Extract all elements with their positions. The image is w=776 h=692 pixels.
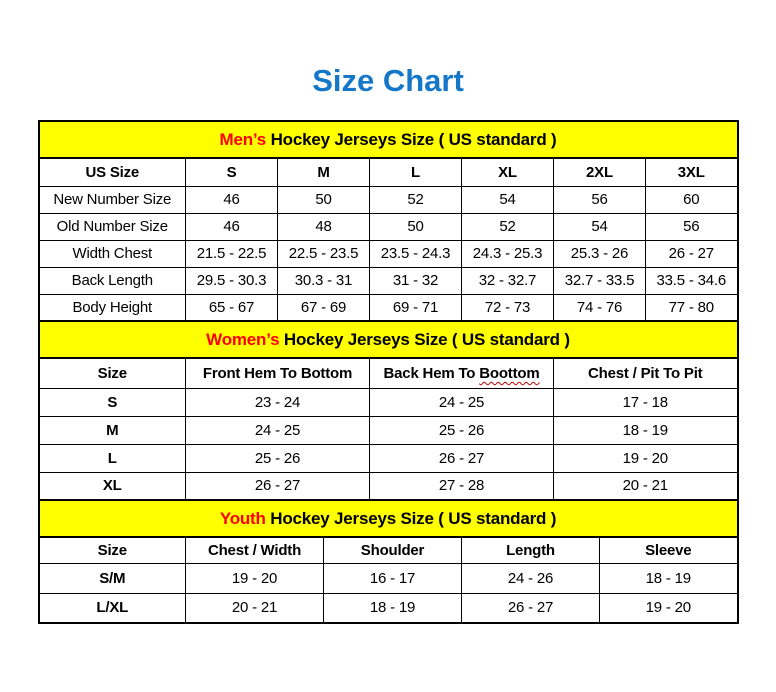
womens-section-band	[39, 321, 738, 358]
mens-section-rest: Hockey Jerseys Size ( US standard )	[270, 129, 557, 149]
column-header: M	[278, 158, 370, 186]
table-cell: 20 - 21	[186, 593, 324, 623]
column-header: Size	[39, 537, 186, 563]
mens-size-table	[38, 120, 739, 322]
womens-section-highlight: Women’s	[206, 329, 280, 349]
table-cell: 26 - 27	[186, 472, 370, 500]
table-cell: 17 - 18	[554, 388, 738, 416]
size-tables-container	[38, 120, 739, 624]
table-cell: 32.7 - 33.5	[554, 267, 646, 294]
table-cell: 25 - 26	[186, 444, 370, 472]
row-label: Back Length	[39, 267, 186, 294]
table-cell: 65 - 67	[186, 294, 278, 321]
misspelled-word: Boottom	[479, 364, 540, 382]
table-cell: 24 - 26	[462, 563, 600, 593]
table-row	[39, 444, 738, 472]
table-cell: 16 - 17	[324, 563, 462, 593]
row-label: Width Chest	[39, 240, 186, 267]
table-cell: 26 - 27	[370, 444, 554, 472]
table-row	[39, 240, 738, 267]
column-header: US Size	[39, 158, 186, 186]
row-label: S	[39, 388, 186, 416]
row-label: New Number Size	[39, 186, 186, 213]
youth-section-band	[39, 500, 738, 537]
womens-header-row	[39, 358, 738, 388]
table-cell: 52	[462, 213, 554, 240]
column-header: Size	[39, 358, 186, 388]
table-cell: 56	[554, 186, 646, 213]
row-label: L/XL	[39, 593, 186, 623]
table-cell: 54	[462, 186, 554, 213]
column-header: 3XL	[646, 158, 738, 186]
table-row	[39, 416, 738, 444]
youth-section-title	[39, 500, 738, 537]
table-cell: 31 - 32	[370, 267, 462, 294]
table-row	[39, 563, 738, 593]
column-header: L	[370, 158, 462, 186]
row-label: Old Number Size	[39, 213, 186, 240]
table-cell: 26 - 27	[462, 593, 600, 623]
table-cell: 52	[370, 186, 462, 213]
table-cell: 67 - 69	[278, 294, 370, 321]
row-label: M	[39, 416, 186, 444]
womens-size-table	[38, 320, 739, 501]
table-cell: 69 - 71	[370, 294, 462, 321]
table-cell: 46	[186, 186, 278, 213]
table-cell: 27 - 28	[370, 472, 554, 500]
table-cell: 18 - 19	[600, 563, 738, 593]
column-header: Chest / Pit To Pit	[554, 358, 738, 388]
mens-section-band	[39, 121, 738, 158]
table-cell: 19 - 20	[186, 563, 324, 593]
table-cell: 23.5 - 24.3	[370, 240, 462, 267]
column-header	[370, 358, 554, 388]
mens-header-row	[39, 158, 738, 186]
table-cell: 24 - 25	[186, 416, 370, 444]
youth-section-rest: Hockey Jerseys Size ( US standard )	[270, 508, 557, 528]
womens-section-rest: Hockey Jerseys Size ( US standard )	[283, 329, 570, 349]
table-cell: 18 - 19	[324, 593, 462, 623]
table-row	[39, 388, 738, 416]
table-cell: 48	[278, 213, 370, 240]
table-cell: 50	[370, 213, 462, 240]
table-row	[39, 186, 738, 213]
column-header: S	[186, 158, 278, 186]
table-row	[39, 472, 738, 500]
table-cell: 26 - 27	[646, 240, 738, 267]
mens-section-highlight: Men’s	[219, 129, 267, 149]
column-header-text: Back Hem To	[383, 364, 476, 382]
row-label: Body Height	[39, 294, 186, 321]
table-cell: 21.5 - 22.5	[186, 240, 278, 267]
table-cell: 60	[646, 186, 738, 213]
column-header: XL	[462, 158, 554, 186]
table-row	[39, 267, 738, 294]
table-cell: 25.3 - 26	[554, 240, 646, 267]
table-row	[39, 593, 738, 623]
column-header: Length	[462, 537, 600, 563]
table-cell: 32 - 32.7	[462, 267, 554, 294]
table-cell: 18 - 19	[554, 416, 738, 444]
womens-section-title	[39, 321, 738, 358]
column-header: Shoulder	[324, 537, 462, 563]
column-header: Chest / Width	[186, 537, 324, 563]
table-cell: 54	[554, 213, 646, 240]
table-cell: 56	[646, 213, 738, 240]
table-cell: 72 - 73	[462, 294, 554, 321]
table-cell: 24.3 - 25.3	[462, 240, 554, 267]
table-cell: 50	[278, 186, 370, 213]
table-cell: 20 - 21	[554, 472, 738, 500]
row-label: XL	[39, 472, 186, 500]
table-cell: 19 - 20	[600, 593, 738, 623]
mens-section-title	[39, 121, 738, 158]
table-cell: 74 - 76	[554, 294, 646, 321]
table-cell: 19 - 20	[554, 444, 738, 472]
column-header: 2XL	[554, 158, 646, 186]
table-cell: 23 - 24	[186, 388, 370, 416]
table-cell: 33.5 - 34.6	[646, 267, 738, 294]
table-cell: 25 - 26	[370, 416, 554, 444]
youth-section-highlight: Youth	[219, 508, 266, 528]
column-header: Sleeve	[600, 537, 738, 563]
page-title: Size Chart	[312, 63, 464, 98]
column-header: Front Hem To Bottom	[186, 358, 370, 388]
table-row	[39, 294, 738, 321]
table-cell: 22.5 - 23.5	[278, 240, 370, 267]
table-cell: 24 - 25	[370, 388, 554, 416]
youth-size-table	[38, 499, 739, 624]
row-label: L	[39, 444, 186, 472]
table-cell: 30.3 - 31	[278, 267, 370, 294]
table-cell: 77 - 80	[646, 294, 738, 321]
row-label: S/M	[39, 563, 186, 593]
table-cell: 46	[186, 213, 278, 240]
youth-header-row	[39, 537, 738, 563]
table-row	[39, 213, 738, 240]
table-cell: 29.5 - 30.3	[186, 267, 278, 294]
